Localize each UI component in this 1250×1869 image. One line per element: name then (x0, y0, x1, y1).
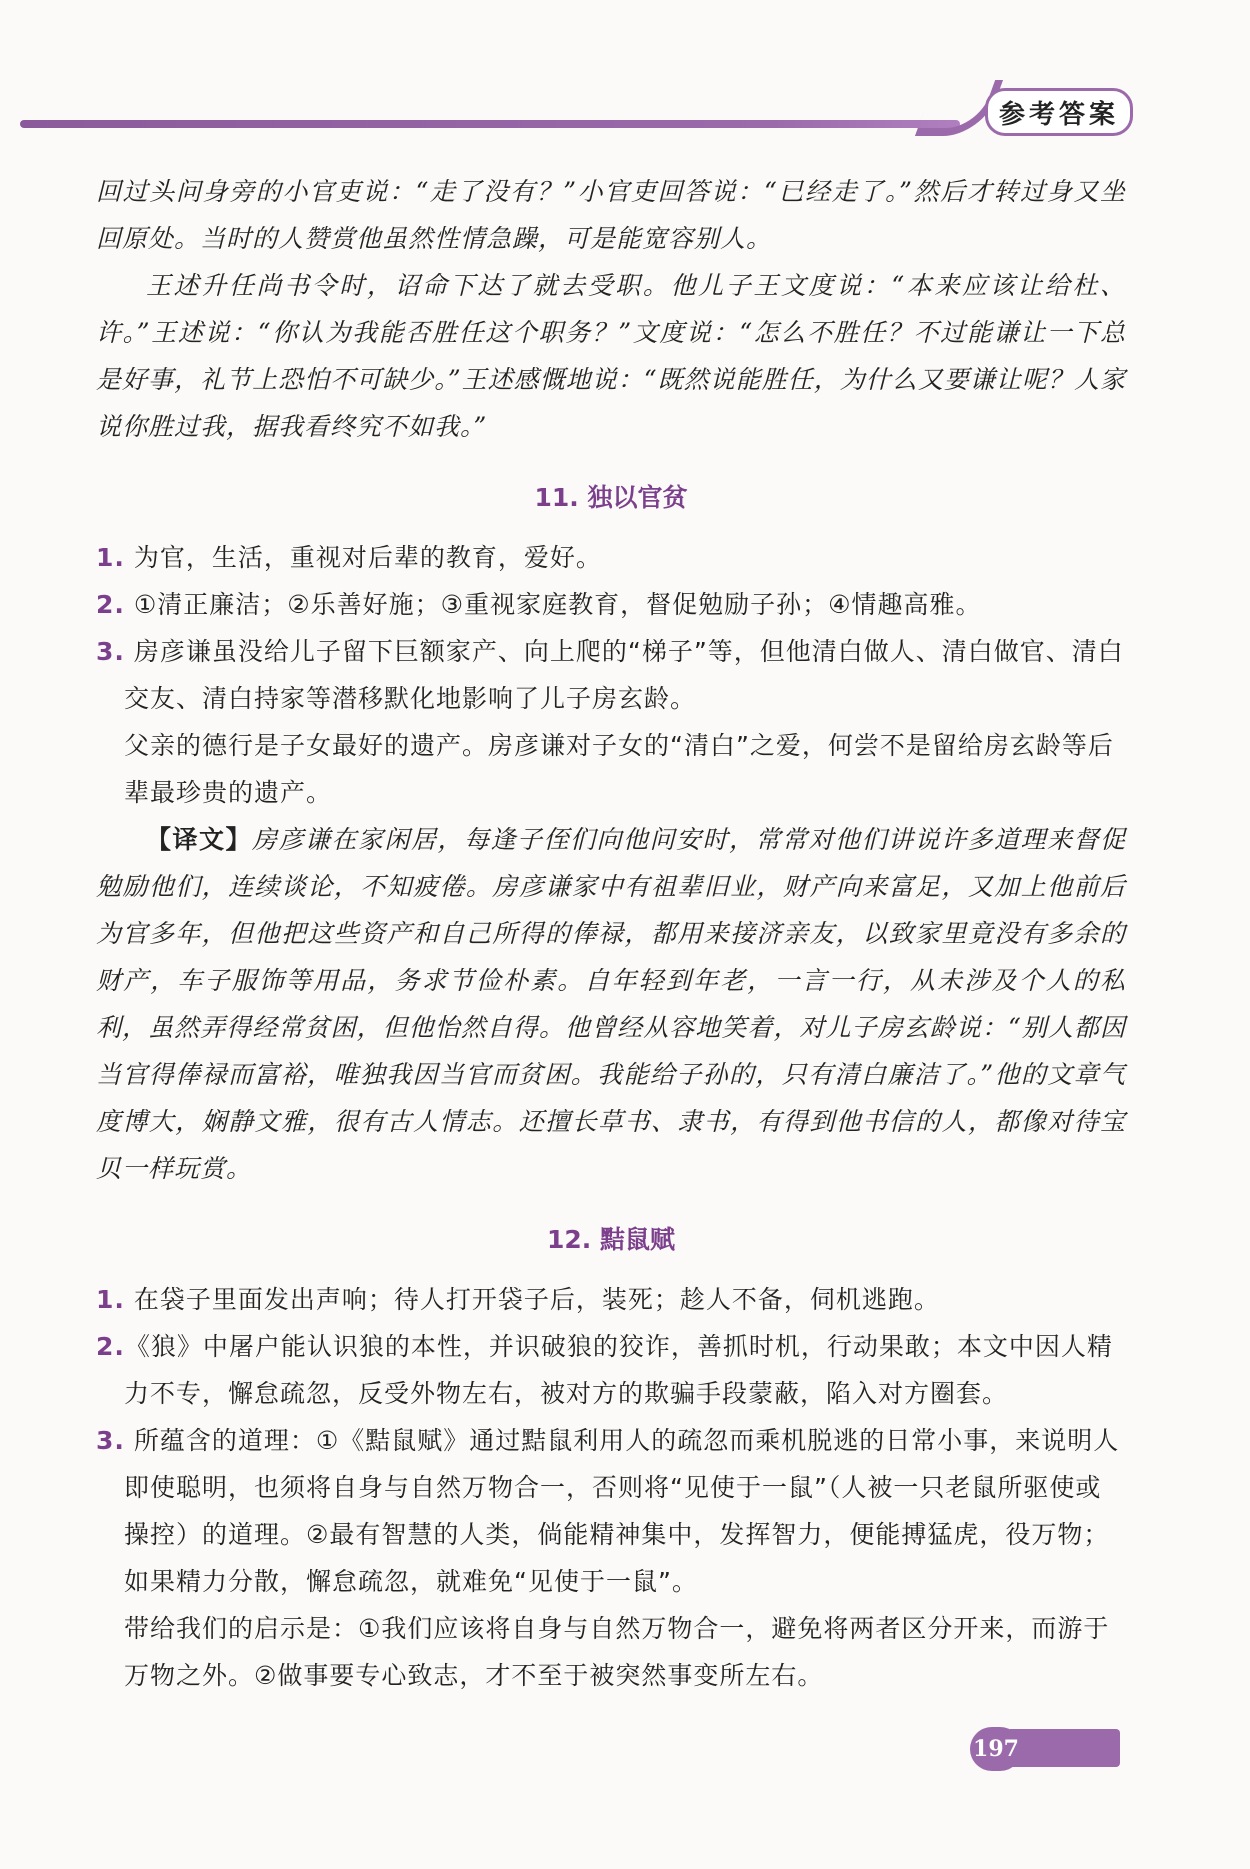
answer-12-3 (96, 1417, 1126, 1605)
answer-12-3-continued: 带给我们的启示是：①我们应该将自身与自然万物合一，避免将两者区分开来，而游于万物之外。②做事要专心致志，才不至于被突然事变所左右。 (124, 1614, 1110, 1690)
answer-11-1 (96, 534, 1126, 581)
paragraph-top-1: 回过头问身旁的小官吏说：“走了没有？”小官吏回答说：“已经走了。”然后才转过身又坐回原处。当时的人赞赏他虽然性情急躁，可是能宽容别人。 (96, 177, 1126, 253)
answer-11-3-continued: 父亲的德行是子女最好的遗产。房彦谦对子女的“清白”之爱，何尝不是留给房玄龄等后辈最珍贵的遗产。 (124, 731, 1114, 807)
answer-text: 《狼》中屠户能认识狼的本性，并识破狼的狡诈，善抓时机，行动果敢；本文中因人精力不专，懈怠疏忽，反受外物左右，被对方的欺骗手段蒙蔽，陷入对方圈套。 (124, 1332, 1113, 1408)
answer-number: 2. (96, 1332, 125, 1361)
answer-text: 在袋子里面发出声响；待人打开袋子后，装死；趁人不备，伺机逃跑。 (133, 1285, 940, 1314)
page-content (96, 168, 1126, 1699)
answer-number: 1. (96, 543, 125, 572)
header-label: 参考答案 (985, 88, 1133, 136)
page-number-pill (1010, 1729, 1120, 1767)
translation-tag: 【译文】 (146, 825, 252, 854)
answer-text: ①清正廉洁；②乐善好施；③重视家庭教育，督促勉励子孙；④情趣高雅。 (133, 590, 982, 619)
answer-11-2 (96, 581, 1126, 628)
section-title-11: 11. 独以官贫 (534, 483, 688, 512)
section-title-12: 12. 黠鼠赋 (547, 1225, 675, 1254)
page-number-badge (970, 1727, 1120, 1771)
translation-paragraph (96, 816, 1126, 1192)
answer-number: 3. (96, 637, 125, 666)
answer-11-3 (96, 628, 1126, 722)
page-number: 197 (970, 1727, 1022, 1771)
answer-number: 1. (96, 1285, 125, 1314)
paragraph-top-2: 王述升任尚书令时，诏命下达了就去受职。他儿子王文度说：“本来应该让给杜、许。”王述说：“你认为我能否胜任这个职务？”文度说：“怎么不胜任？不过能谦让一下总是好事，礼节上恐怕不可缺少。”王述感慨地说：“既然说能胜任，为什么又要谦让呢？人家说你胜过我，据我看终究不如我。” (96, 271, 1126, 441)
answer-12-1 (96, 1276, 1126, 1323)
answer-text: 房彦谦虽没给儿子留下巨额家产、向上爬的“梯子”等，但他清白做人、清白做官、清白交友、清白持家等潜移默化地影响了儿子房玄龄。 (124, 637, 1124, 713)
answer-12-2 (96, 1323, 1126, 1417)
answer-text: 所蕴含的道理：①《黠鼠赋》通过黠鼠利用人的疏忽而乘机脱逃的日常小事，来说明人即使聪明，也须将自身与自然万物合一，否则将“见使于一鼠”（人被一只老鼠所驱使或操控）的道理。②最有智慧的人类，倘能精神集中，发挥智力，便能搏猛虎，役万物；如果精力分散，懈怠疏忽，就难免“见使于一鼠”。 (124, 1426, 1120, 1596)
translation-text: 房彦谦在家闲居，每逢子侄们向他问安时，常常对他们讲说许多道理来督促勉励他们，连续谈论，不知疲倦。房彦谦家中有祖辈旧业，财产向来富足，又加上他前后为官多年，但他把这些资产和自己所得的俸禄，都用来接济亲友，以致家里竟没有多余的财产，车子服饰等用品，务求节俭朴素。自年轻到年老，一言一行，从未涉及个人的私利，虽然弄得经常贫困，但他怡然自得。他曾经从容地笑着，对儿子房玄龄说：“别人都因当官得俸禄而富裕，唯独我因当官而贫困。我能给子孙的，只有清白廉洁了。”他的文章气度博大，娴静文雅，很有古人情志。还擅长草书、隶书，有得到他书信的人，都像对待宝贝一样玩赏。 (96, 825, 1126, 1183)
answer-number: 2. (96, 590, 125, 619)
answer-text: 为官，生活，重视对后辈的教育，爱好。 (133, 543, 602, 572)
answer-number: 3. (96, 1426, 125, 1455)
header-rule (20, 120, 960, 128)
